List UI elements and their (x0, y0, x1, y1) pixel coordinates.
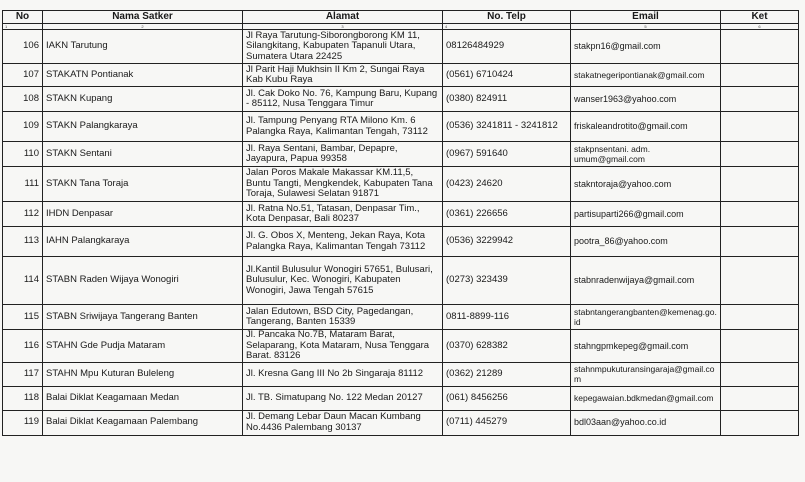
row-nama-satker: STABN Sriwijaya Tangerang Banten (43, 305, 243, 330)
row-nama-satker: Balai Diklat Keagamaan Palembang (43, 410, 243, 435)
row-telp: (0380) 824911 (443, 87, 571, 112)
row-email: stahnmpukuturansingaraja@gmail.com (571, 362, 721, 386)
row-alamat: Jl. Raya Sentani, Bambar, Depapre, Jayapura, Papua 99358 (243, 142, 443, 167)
table-row (3, 87, 799, 112)
row-number: 108 (3, 87, 43, 112)
header-nama-satker: Nama Satker (43, 11, 243, 24)
row-email: stakatnegeripontianak@gmail.com (571, 64, 721, 87)
row-telp: (0561) 6710424 (443, 64, 571, 87)
row-nama-satker: IAHN Palangkaraya (43, 227, 243, 257)
header-alamat: Alamat (243, 11, 443, 24)
row-ket (721, 410, 799, 435)
row-nama-satker: STAHN Gde Pudja Mataram (43, 330, 243, 363)
table-row (3, 305, 799, 330)
row-email: stakpnsentani. adm. umum@gmail.com (571, 142, 721, 167)
row-alamat: Jl. G. Obos X, Menteng, Jekan Raya, Kota Palangka Raya, Kalimantan Tengah 73112 (243, 227, 443, 257)
row-telp: (0370) 628382 (443, 330, 571, 363)
row-number: 112 (3, 202, 43, 227)
row-telp: (0536) 3241811 - 3241812 (443, 112, 571, 142)
row-telp: (0362) 21289 (443, 362, 571, 386)
row-email: kepegawaian.bdkmedan@gmail.com (571, 386, 721, 410)
table-row (3, 112, 799, 142)
table-row (3, 386, 799, 410)
row-number: 109 (3, 112, 43, 142)
row-alamat: Jl. Demang Lebar Daun Macan Kumbang No.4436 Palembang 30137 (243, 410, 443, 435)
row-nama-satker: Balai Diklat Keagamaan Medan (43, 386, 243, 410)
table-row (3, 410, 799, 435)
row-email: partisuparti266@gmail.com (571, 202, 721, 227)
row-alamat: Jalan Poros Makale Makassar KM.11,5, Buntu Tangti, Mengkendek, Kabupaten Tana Toraja, Sulawesi Selatan 91871 (243, 167, 443, 202)
row-alamat: Jl. Cak Doko No. 76, Kampung Baru, Kupang - 85112, Nusa Tenggara Timur (243, 87, 443, 112)
row-email: stahngpmkepeg@gmail.com (571, 330, 721, 363)
table-row (3, 202, 799, 227)
row-email: stakpn16@gmail.com (571, 30, 721, 64)
row-number: 119 (3, 410, 43, 435)
row-number: 116 (3, 330, 43, 363)
row-ket (721, 202, 799, 227)
row-nama-satker: STAKN Tana Toraja (43, 167, 243, 202)
row-ket (721, 112, 799, 142)
column-index: 3 (243, 24, 443, 30)
table-row (3, 30, 799, 64)
satker-table (2, 10, 799, 436)
row-number: 111 (3, 167, 43, 202)
row-email: bdl03aan@yahoo.co.id (571, 410, 721, 435)
row-nama-satker: IHDN Denpasar (43, 202, 243, 227)
row-telp: (0273) 323439 (443, 257, 571, 305)
row-alamat: Jl. Pancaka No.7B, Mataram Barat, Selaparang, Kota Mataram, Nusa Tenggara Barat. 83126 (243, 330, 443, 363)
row-email: stabnradenwijaya@gmail.com (571, 257, 721, 305)
row-number: 107 (3, 64, 43, 87)
row-telp: (0361) 226656 (443, 202, 571, 227)
row-telp: (0711) 445279 (443, 410, 571, 435)
table-row (3, 167, 799, 202)
header-no-telp: No. Telp (443, 11, 571, 24)
row-ket (721, 142, 799, 167)
column-index: 5 (571, 24, 721, 30)
row-telp: (0536) 3229942 (443, 227, 571, 257)
column-index: 4 (443, 24, 571, 30)
table-row (3, 227, 799, 257)
row-telp: (0423) 24620 (443, 167, 571, 202)
row-nama-satker: STAKN Sentani (43, 142, 243, 167)
row-alamat: Jl.Kantil Bulusulur Wonogiri 57651, Bulusari, Bulusulur, Kec. Wonogiri, Kabupaten Wonogiri, Jawa Tengah 57615 (243, 257, 443, 305)
table-row (3, 64, 799, 87)
header-email: Email (571, 11, 721, 24)
row-email: stabntangerangbanten@kemenag.go.id (571, 305, 721, 330)
row-number: 113 (3, 227, 43, 257)
row-nama-satker: STAKN Kupang (43, 87, 243, 112)
header-ket: Ket (721, 11, 799, 24)
table-row (3, 362, 799, 386)
row-ket (721, 227, 799, 257)
column-index: 6 (721, 24, 799, 30)
row-ket (721, 167, 799, 202)
row-ket (721, 257, 799, 305)
row-alamat: Jl Raya Tarutung-Siborongborong KM 11, Silangkitang, Kabupaten Tapanuli Utara, Sumatera Utara 22425 (243, 30, 443, 64)
column-index: 2 (43, 24, 243, 30)
row-nama-satker: STABN Raden Wijaya Wonogiri (43, 257, 243, 305)
row-email: pootra_86@yahoo.com (571, 227, 721, 257)
row-nama-satker: STAKATN Pontianak (43, 64, 243, 87)
row-alamat: Jl Parit Haji Mukhsin II Km 2, Sungai Raya Kab Kubu Raya (243, 64, 443, 87)
row-ket (721, 30, 799, 64)
row-alamat: Jl. Ratna No.51, Tatasan, Denpasar Tim., Kota Denpasar, Bali 80237 (243, 202, 443, 227)
row-telp: (0967) 591640 (443, 142, 571, 167)
row-telp: 08126484929 (443, 30, 571, 64)
row-number: 115 (3, 305, 43, 330)
header-no: No (3, 11, 43, 24)
header-row (3, 11, 799, 24)
row-alamat: Jl. Tampung Penyang RTA Milono Km. 6 Palangka Raya, Kalimantan Tengah, 73112 (243, 112, 443, 142)
row-email: wanser1963@yahoo.com (571, 87, 721, 112)
row-ket (721, 305, 799, 330)
row-nama-satker: STAHN Mpu Kuturan Buleleng (43, 362, 243, 386)
table-row (3, 142, 799, 167)
table-row (3, 257, 799, 305)
row-number: 114 (3, 257, 43, 305)
row-ket (721, 330, 799, 363)
row-telp: (061) 8456256 (443, 386, 571, 410)
row-ket (721, 87, 799, 112)
row-number: 110 (3, 142, 43, 167)
row-email: stakntoraja@yahoo.com (571, 167, 721, 202)
row-number: 106 (3, 30, 43, 64)
row-alamat: Jl. Kresna Gang III No 2b Singaraja 81112 (243, 362, 443, 386)
row-number: 118 (3, 386, 43, 410)
row-nama-satker: STAKN Palangkaraya (43, 112, 243, 142)
column-index: 1 (3, 24, 43, 30)
row-ket (721, 64, 799, 87)
row-alamat: Jalan Edutown, BSD City, Pagedangan, Tangerang, Banten 15339 (243, 305, 443, 330)
row-ket (721, 386, 799, 410)
row-telp: 0811-8899-116 (443, 305, 571, 330)
row-number: 117 (3, 362, 43, 386)
row-alamat: Jl. TB. Simatupang No. 122 Medan 20127 (243, 386, 443, 410)
row-ket (721, 362, 799, 386)
row-nama-satker: IAKN Tarutung (43, 30, 243, 64)
row-email: friskaleandrotito@gmail.com (571, 112, 721, 142)
table-row (3, 330, 799, 363)
